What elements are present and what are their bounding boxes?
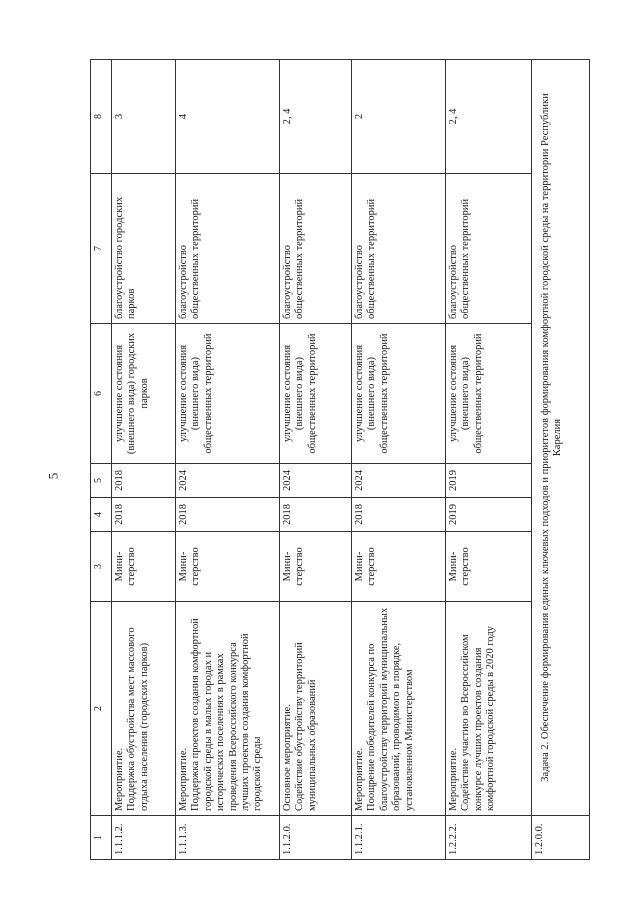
table-row — [352, 60, 446, 860]
description-cell: Мероприятие. Содействие участию во Всероссийском конкурсе лучших проектов создания комфортной городской среды в 2020 году — [446, 602, 532, 816]
start-year-cell: 2018 — [280, 498, 352, 532]
description-cell: Мероприятие. Поддержка обустройства мест массового отдыха населения (городских парков) — [112, 602, 176, 816]
code-cell: 1.1.1.3. — [176, 816, 280, 860]
task-text-cell: Задача 2. Обеспечение формирования единых ключевых подходов и приоритетов формирования комфортной городской среды на территории Республики Карелия — [532, 60, 590, 816]
org-cell: Мини- стерство — [280, 532, 352, 602]
code-cell: 1.1.2.0. — [280, 816, 352, 860]
description-cell: Мероприятие. Поддержка проектов создания комфортной городской среды в малых городах и исторических поселениях в рамках проведения Всероссийского конкурса лучших проектов создания комфортной городской среды — [176, 602, 280, 816]
header-cell: 4 — [91, 498, 112, 532]
link-cell: 4 — [176, 60, 280, 174]
code-cell: 1.1.1.2. — [112, 816, 176, 860]
result-cell: улучшение состояния (внешнего вида) общественных территорий — [280, 324, 352, 464]
org-cell: Мини- стерство — [446, 532, 532, 602]
header-cell: 8 — [91, 60, 112, 174]
result-cell: улучшение состояния (внешнего вида) общественных территорий — [446, 324, 532, 464]
org-cell: Мини- стерство — [176, 532, 280, 602]
result-cell: улучшение состояния (внешнего вида) общественных территорий — [176, 324, 280, 464]
end-year-cell: 2024 — [352, 464, 446, 498]
org-cell: Мини- стерство — [112, 532, 176, 602]
indicator-cell: благоустройство городских парков — [112, 174, 176, 324]
task-row — [532, 60, 590, 860]
page-number: 5 — [45, 472, 61, 480]
result-cell: улучшение состояния (внешнего вида) общественных территорий — [352, 324, 446, 464]
header-cell: 5 — [91, 464, 112, 498]
org-cell: Мини- стерство — [352, 532, 446, 602]
header-cell: 7 — [91, 174, 112, 324]
indicator-cell: благоустройство общественных территорий — [176, 174, 280, 324]
header-cell: 3 — [91, 532, 112, 602]
indicator-cell: благоустройство общественных территорий — [446, 174, 532, 324]
description-cell: Основное мероприятие. Содействие обустройству территорий муниципальных образований — [280, 602, 352, 816]
header-cell: 2 — [91, 602, 112, 816]
start-year-cell: 2018 — [176, 498, 280, 532]
code-cell: 1.2.2.2. — [446, 816, 532, 860]
table-row — [446, 60, 532, 860]
table-row — [112, 60, 176, 860]
start-year-cell: 2018 — [112, 498, 176, 532]
task-code-cell: 1.2.0.0. — [532, 816, 590, 860]
link-cell: 2, 4 — [446, 60, 532, 174]
link-cell: 3 — [112, 60, 176, 174]
end-year-cell: 2018 — [112, 464, 176, 498]
start-year-cell: 2018 — [352, 498, 446, 532]
rotated-table-container — [90, 60, 640, 860]
result-cell: улучшение состояния (внешнего вида) городских парков — [112, 324, 176, 464]
start-year-cell: 2019 — [446, 498, 532, 532]
header-cell: 6 — [91, 324, 112, 464]
program-table — [90, 59, 590, 860]
indicator-cell: благоустройство общественных территорий — [280, 174, 352, 324]
header-cell: 1 — [91, 816, 112, 860]
table-row — [280, 60, 352, 860]
end-year-cell: 2019 — [446, 464, 532, 498]
link-cell: 2 — [352, 60, 446, 174]
description-cell: Мероприятие. Поощрение победителей конкурса по благоустройству территорий муниципальных образований, проводимого в порядке, установленном Министерством — [352, 602, 446, 816]
indicator-cell: благоустройство общественных территорий — [352, 174, 446, 324]
end-year-cell: 2024 — [176, 464, 280, 498]
header-row — [91, 60, 112, 860]
code-cell: 1.1.2.1. — [352, 816, 446, 860]
link-cell: 2, 4 — [280, 60, 352, 174]
end-year-cell: 2024 — [280, 464, 352, 498]
table-row — [176, 60, 280, 860]
